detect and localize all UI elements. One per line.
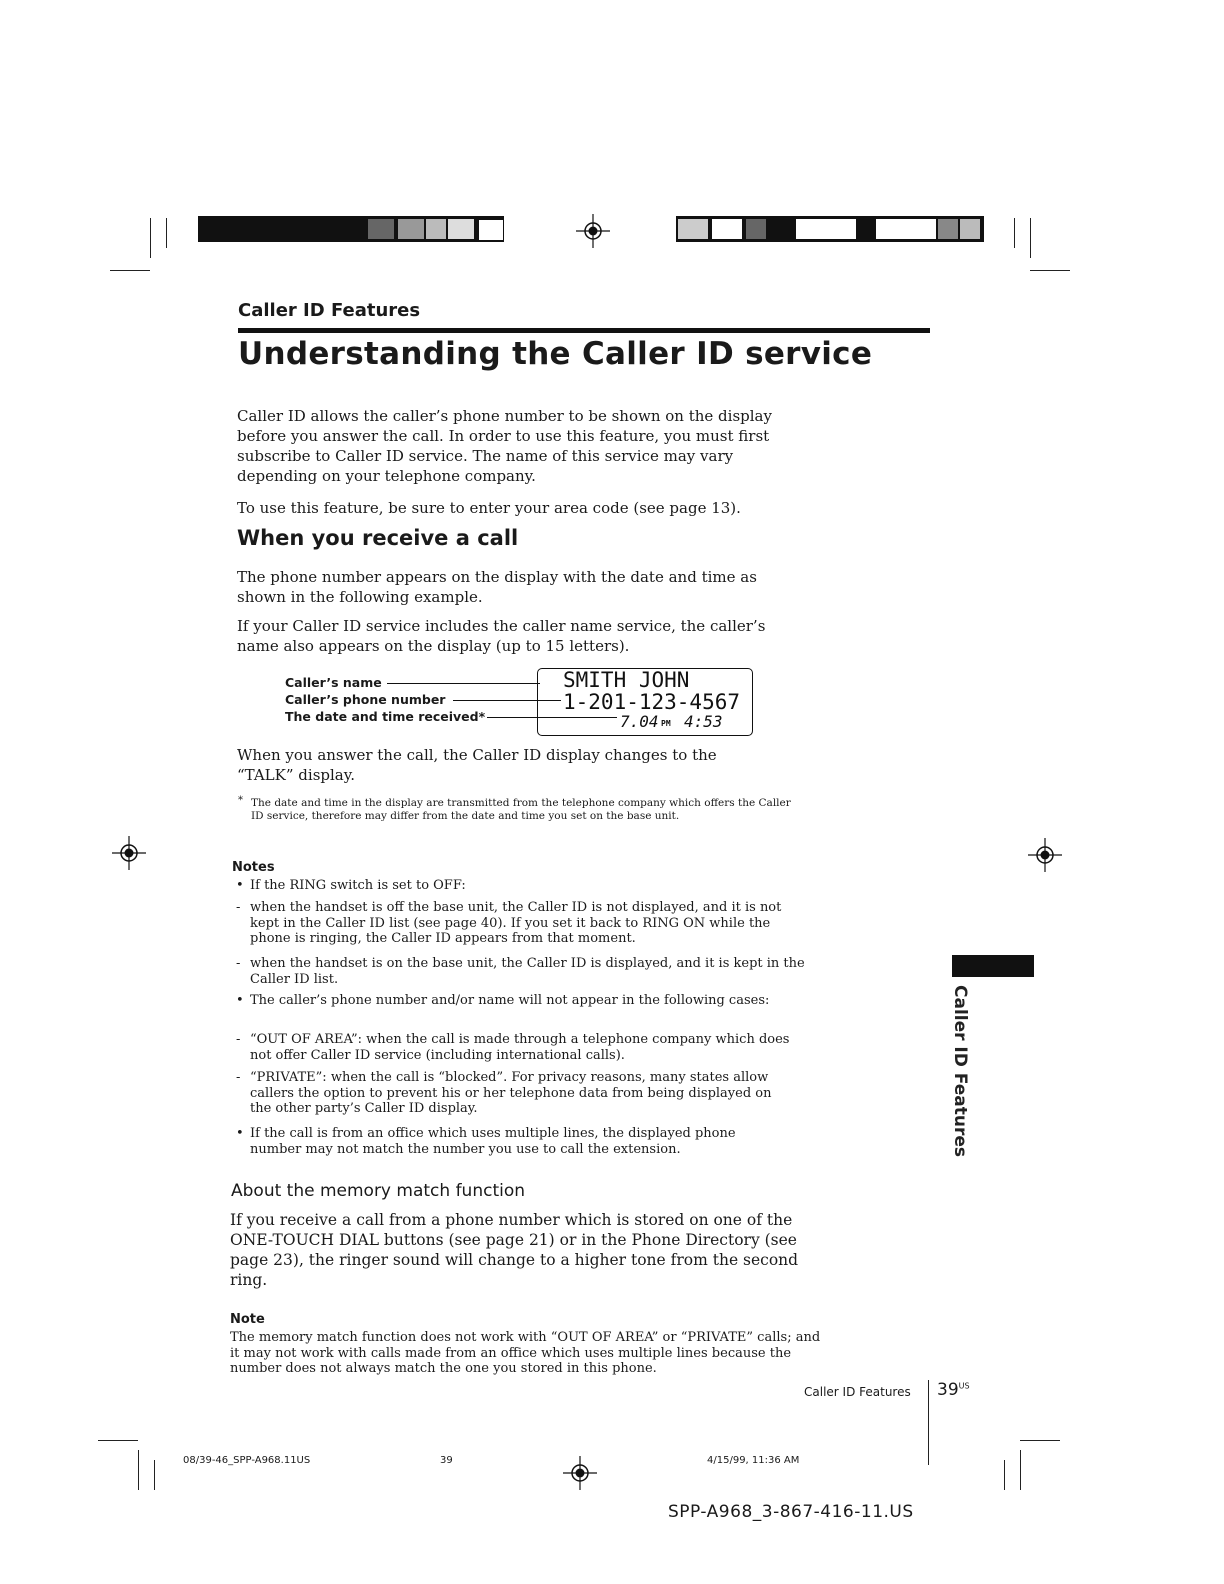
crop-mark [110, 270, 150, 271]
crop-mark [138, 1450, 139, 1490]
registration-target-icon [1028, 838, 1062, 872]
display-label-datetime: The date and time received* [285, 709, 486, 724]
intro-paragraph: Caller ID allows the caller’s phone number to be shown on the display before you answer the call. In order to use this feature, you must first subscribe to Caller ID service. The name of this service may vary depending on your telephone company. [237, 407, 772, 485]
print-footer-page: 39 [440, 1455, 453, 1466]
note-item: • The caller’s phone number and/or name will not appear in the following cases: [236, 993, 770, 1008]
registration-target-icon [563, 1456, 597, 1490]
color-bar-left [198, 216, 504, 242]
body-paragraph: If your Caller ID service includes the caller name service, the caller’s name also appears on the display (up to 15 letters). [237, 617, 766, 655]
footer-divider [928, 1380, 929, 1465]
footnote-marker: * [238, 795, 243, 806]
crop-mark [1030, 218, 1031, 258]
body-paragraph: The phone number appears on the display with the date and time as shown in the following example. [237, 568, 757, 606]
display-ampm: PM [661, 719, 671, 728]
crop-mark [1004, 1460, 1005, 1490]
subsection-heading: When you receive a call [237, 526, 519, 550]
crop-mark [154, 1460, 155, 1490]
body-paragraph: If you receive a call from a phone number which is stored on one of the ONE-TOUCH DIAL buttons (see page 21) or in the Phone Directory (see page 23), the ringer sound will change to a higher tone from the second ring. [230, 1211, 799, 1289]
page-title: Understanding the Caller ID service [238, 336, 873, 372]
crop-mark [166, 218, 167, 248]
crop-mark [1014, 218, 1015, 248]
notes-heading: Notes [232, 860, 275, 875]
leader-line [387, 683, 540, 684]
display-time: 4:53 [684, 712, 723, 731]
page-number: $39^{US}$ [937, 1380, 970, 1400]
crop-mark [1020, 1450, 1021, 1490]
registration-target-icon [112, 836, 146, 870]
display-caller-number: 1-201-123-4567 [563, 690, 741, 714]
footer-section-label: Caller ID Features [804, 1385, 911, 1399]
display-label-number: Caller’s phone number [285, 692, 446, 707]
note-item: • If the RING switch is set to OFF: [236, 878, 466, 893]
document-code: SPP-A968_3-867-416-11.US [668, 1502, 914, 1522]
color-bar-right [676, 216, 984, 242]
footnote: The date and time in the display are transmitted from the telephone company which offers the Caller ID service, therefore may differ from the date and time you set on the base unit. [251, 797, 791, 822]
side-tab-marker [952, 955, 1034, 977]
note-text: The memory match function does not work with “OUT OF AREA” or “PRIVATE” calls; and it may not work with calls made from an office which uses multiple lines because the number does not always match the one you stored in this phone. [230, 1330, 821, 1376]
note-item: - when the handset is off the base unit, the Caller ID is not displayed, and it is not kept in the Caller ID list (see page 40). If you set it back to RING ON while the phone is ringing, the Caller ID appears from that moment. [236, 900, 782, 946]
body-paragraph: When you answer the call, the Caller ID display changes to the “TALK” display. [237, 746, 717, 784]
note-item: - “PRIVATE”: when the call is “blocked”. For privacy reasons, many states allow callers the option to prevent his or her telephone data from being displayed on the other party’s Caller ID display. [236, 1070, 772, 1116]
crop-mark [150, 218, 151, 258]
note-item: - when the handset is on the base unit, the Caller ID is displayed, and it is kept in the Caller ID list. [236, 956, 805, 987]
print-footer-file: 08/39-46_SPP-A968.11US [183, 1455, 311, 1466]
crop-mark [1030, 270, 1070, 271]
display-caller-name: SMITH JOHN [563, 668, 690, 692]
display-label-name: Caller’s name [285, 675, 382, 690]
section-label: Caller ID Features [238, 300, 421, 321]
note-item: • If the call is from an office which uses multiple lines, the displayed phone number may not match the number you use to call the extension. [236, 1126, 736, 1157]
side-tab-label: Caller ID Features [950, 985, 970, 1157]
registration-target-icon [576, 214, 610, 248]
display-date: 7.04 [620, 712, 659, 731]
note-heading: Note [230, 1312, 265, 1327]
note-item: - “OUT OF AREA”: when the call is made through a telephone company which does not offer Caller ID service (including international calls). [236, 1032, 790, 1063]
crop-mark [1020, 1440, 1060, 1441]
subsection-heading: About the memory match function [231, 1181, 526, 1201]
crop-mark [98, 1440, 138, 1441]
intro-paragraph: To use this feature, be sure to enter your area code (see page 13). [237, 499, 741, 517]
title-rule [238, 328, 930, 333]
print-footer-date: 4/15/99, 11:36 AM [707, 1455, 800, 1466]
